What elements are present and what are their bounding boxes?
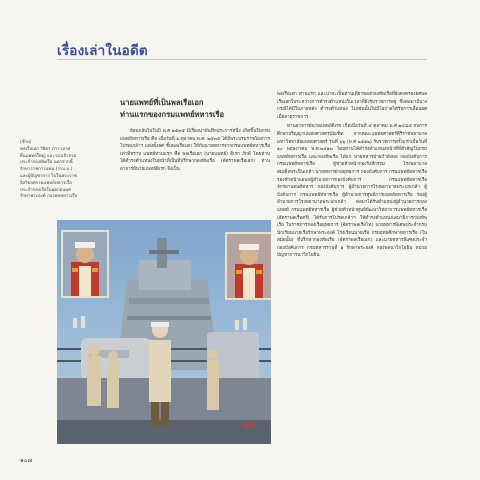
caption-line: พลเรือเอก วิจิตร ภารามาศ: [20, 146, 71, 152]
caption-line: รักษาพระองค์ กองพลทหารเรือ: [20, 194, 78, 200]
title-divider: [57, 59, 427, 60]
ship-photo: [57, 220, 271, 444]
caption-line: รักษาราชการแทน (รรบ.บ.): [20, 167, 73, 173]
body-paragraph: พลเรือเอก ท่านแรก และน่าจะเป็นท่านเดียวของกองทัพเรือที่ยังคงครองยศพลเรือเอกในระหว่างการดำรงตำแหน่งในเวลาที่ยังรับราชการอยู่ ซึ่งต่อมามีบางกรณีได้มีในภายหลัง ดำรงตำแหน่ง ไม่เช่นนั้นไม่มีโอกาสได้รับการเลื่อนยศเมื่ออายุราชการ: [277, 92, 427, 120]
hull-number: 83: [243, 421, 256, 431]
caption-line: ประจำกองทัพเรือ นอกจากนี้: [20, 160, 73, 166]
article-title: [120, 97, 270, 120]
body-column-right: [277, 91, 427, 262]
body-paragraph: ท่านอาจารย์นายแพทย์ดิเรก เกิดเมื่อวันที่ ๕ ตุลาคม พ.ศ.๒๔๘๕ จบการศึกษาปริญญาแพทยศาสตรบัณฑิต จากคณะแพทยศาสตร์ศิริราชพยาบาล มหาวิทยาลัยแพทยศาสตร์ รุ่นที่ ๖๖ (พ.ศ.๒๕๑๒) รับราชการครั้งแรกเมื่อวันที่ ๑๐ พฤษภาคม พ.ศ.๒๕๑๓ โดยท่านได้ดำรงตำแหน่งหน้าที่ที่สำคัญในกรมแพทย์ทหารเรือ และกองทัพเรือ ได้แก่ นายทหารฝ่ายกำลังพล กองบังคับการ กรมแพทย์ทหารเรือ ผู้ช่วยหัวหน้ากองรังสีกรรม โรงพยาบาลสมเด็จพระปิ่นเกล้า นายทหารฝ่ายยุทธการ กองบังคับการ กรมแพทย์ทหารเรือ รองหัวหน้าแผนกผู้อำนวยการกองบังคับการ กรมแพทย์ทหารเรือ จักรยานยนต์ทหาร กองบังคับการ ผู้อำนวยการโรงพยาบาลพระปกเกล้า ผู้บังคับการ กรมแพทย์ทหารเรือ ผู้อำนวยการศูนย์การแพทย์ทหารเรือ รองผู้อำนวยการโรงพยาบาลพระปกเกล้า ต่อมาได้รับตำแหน่งผู้อำนวยการกองแพทย์ กรมแพทย์ทหารเรือ ผู้ช่วยหัวหน้าศูนย์พัฒนาวิทยาการแพทย์ทหารเรือ (อัตราพลเรือตรี) ได้รับการโปรดเกล้าฯ ให้ดำรงตำแหน่งเสนาธิการกองทัพเรือ ในราชการกองเรือยุทธการ (อัตราพลเรือโท) นายทหารพิเศษประจำกรมนักเรียนนายเรือรักษาพระองค์ โรงเรียนนายเรือ กรมยุทธศึกษาทหารเรือ (ในสมัยนั้น) ที่ปรึกษากองทัพเรือ (อัตราพลเรือเอก) และนายทหารพิเศษประจำกองบังคับการ กรมทหารราบที่ ๑ รักษาพระองค์ กองพลนาวิกโยธิน หน่วยบัญชาการนาวิกโยธิน: [277, 124, 427, 259]
body-column-left: [120, 128, 270, 176]
photo-overlay: [57, 220, 271, 444]
caption-line: ประจำกองเรือในยุคก่อนยุค: [20, 187, 71, 193]
caption-line: (ซ้าย): [20, 140, 32, 145]
caption-line: อิสริยยศกรมแพทย์ทหารเรือ: [20, 180, 72, 186]
section-title: เรื่องเล่าในอดีต: [57, 43, 148, 59]
article-title-line-2: ท่านแรกของกรมแพทย์ทหารเรือ: [120, 109, 225, 119]
caption-line: ยืนแพทย์ใหญ่ และรองเจ้ากรม: [20, 153, 77, 159]
caption-line: และผู้บัญชาการ ไปในพระราช: [20, 173, 77, 179]
body-paragraph: ย้อนกลับไปในปี พ.ศ.๒๕๓๕ มีเรื่องน่าบันทึกประการหนึ่ง เกิดขึ้นในกรมแพทย์ทหารเรือ คือ เมื่อวันที่ ๑ ตุลาคม พ.ศ. ๒๕๓๕ ได้มีพระบรมราชโองการโปรดเกล้าฯ แต่งตั้งยศ ชั้นพลเรือเอก ให้กับนายทหารจากกรมแพทย์ทหารเรือ เท่าที่ทราบ แพทย์ท่านแรก คือ พลเรือเอก (นายแพทย์) ดิเรก ภักดี โดยท่านได้ดำรงตำแหน่งในหน้าที่เป็นที่ปรึกษากองทัพเรือ (อัตราพลเรือเอก) ท่านอาจารย์นายแพทย์ดิเรก จึงเป็น: [120, 129, 270, 172]
page-number: ๑๐๗: [20, 457, 32, 464]
photo-caption: [20, 140, 94, 201]
article-title-line-1: นายแพทย์ที่เป็นพลเรือเอก: [120, 98, 204, 107]
